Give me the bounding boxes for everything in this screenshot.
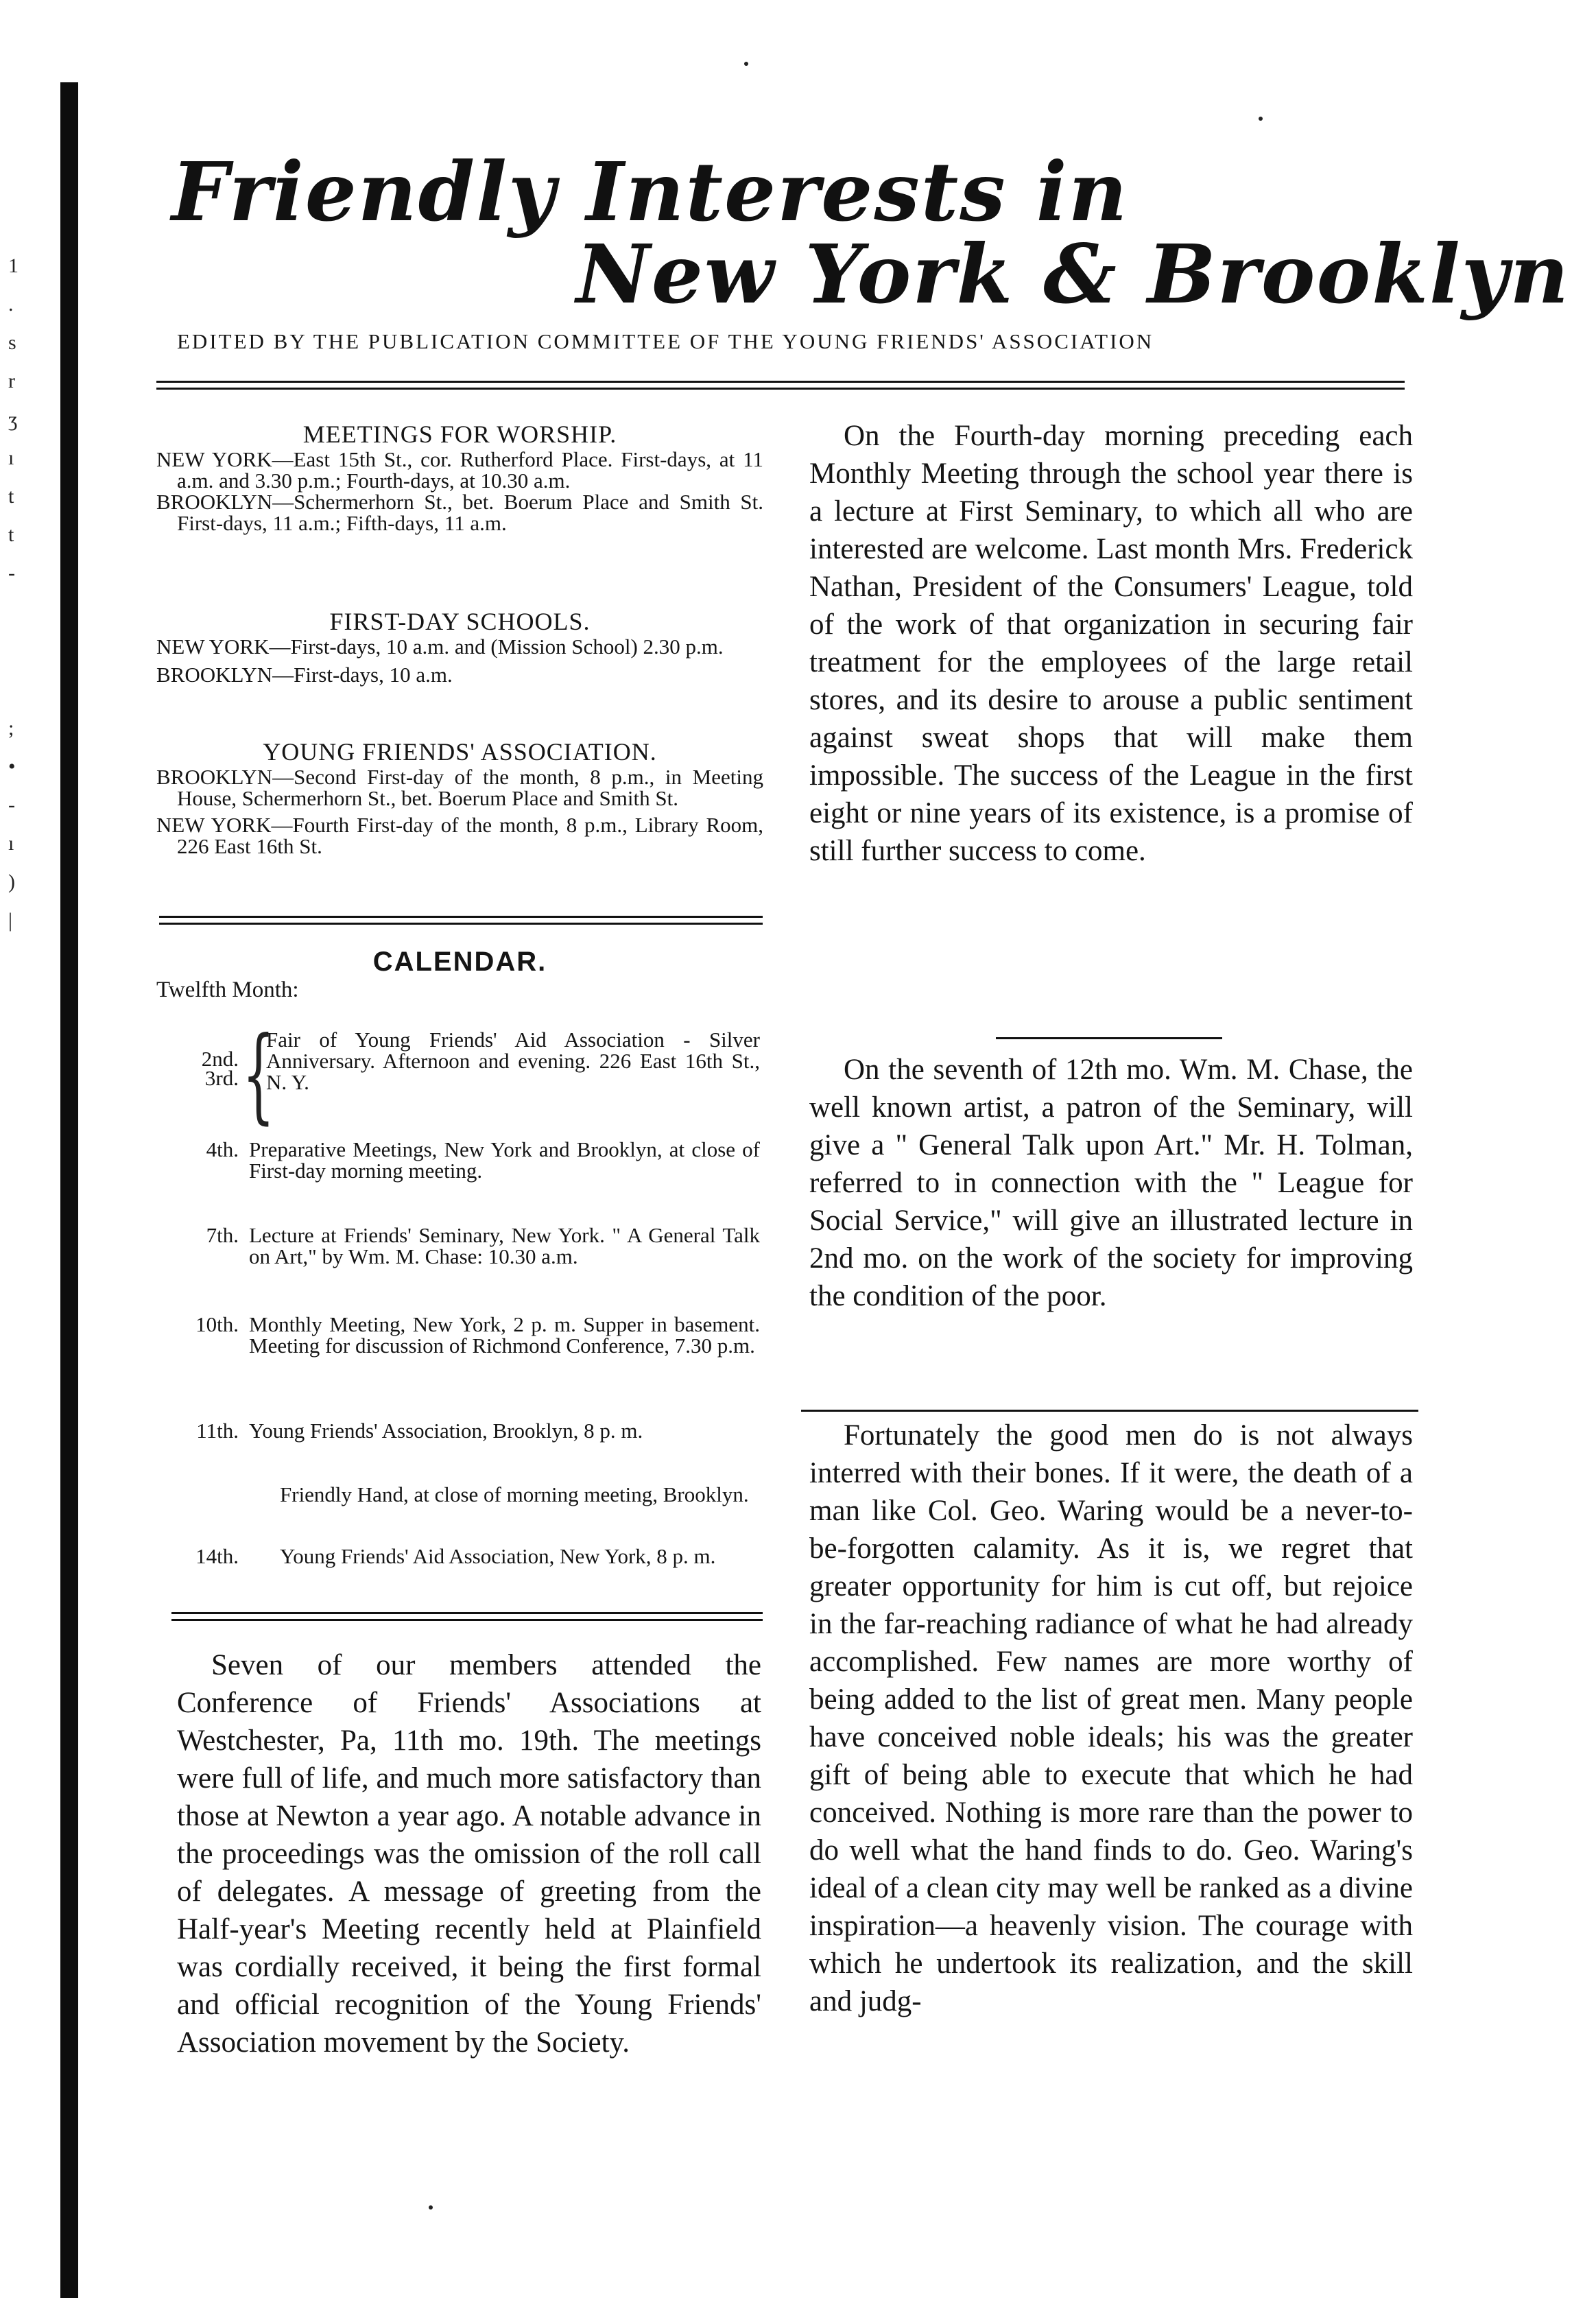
- calendar-date: 14th.: [195, 1544, 239, 1568]
- article-text: On the seventh of 12th mo. Wm. M. Chase, the well known artist, a patron of the Seminary, will give a " General Talk upon Art." Mr. H. Tolman, referred to in connection with the " League for Social Service," will give an illustrated lecture in 2nd mo. on the work of the society for improving the condition of the poor.: [809, 1054, 1413, 1312]
- masthead-title-line2: New York & Brooklyn: [576, 226, 1571, 322]
- brace-glyph: {: [242, 1015, 275, 1135]
- section-rule: [171, 1612, 763, 1621]
- calendar-date: 7th.: [206, 1223, 239, 1247]
- margin-mark: r: [8, 370, 15, 392]
- calendar-item: [156, 1420, 763, 1468]
- calendar-date: 2nd. 3rd.: [201, 1047, 239, 1090]
- margin-mark: ;: [8, 717, 14, 739]
- margin-mark: ): [8, 870, 15, 893]
- meetings-entry: NEW YORK—East 15th St., cor. Rutherford Place. First-days, at 11 a.m. and 3.30 p.m.; Fourth-days, at 10.30 a.m.: [156, 447, 763, 493]
- margin-marks: [8, 247, 36, 940]
- calendar-text: Fair of Young Friends' Aid Association - Silver Anniversary. Afternoon and evening. 226 East 16th St., N. Y.: [266, 1028, 760, 1094]
- yfa-entry: NEW YORK—Fourth First-day of the month, 8 p.m., Library Room, 226 East 16th St.: [156, 813, 763, 858]
- calendar-date: 11th.: [196, 1419, 239, 1443]
- schools-entry: BROOKLYN—First-days, 10 a.m.: [156, 663, 453, 687]
- meetings-entry: BROOKLYN—Schermerhorn St., bet. Boerum Place and Smith St. First-days, 11 a.m.; Fifth-days, 11 a.m.: [156, 490, 763, 535]
- calendar-title: CALENDAR.: [372, 947, 547, 977]
- article-text: Seven of our members attended the Conference of Friends' Associations at Westchester, Pa, 11th mo. 19th. The meetings were full of life, and much more satisfactory than those at Newton a year ago. A notable advance in the proceedings was the omission of the roll call of delegates. A message of greeting from the Half-year's Meeting recently held at Plainfield was cordially received, it being the first formal and official recognition of the Young Friends' Association movement by the Society.: [177, 1649, 761, 2059]
- margin-mark: -: [8, 562, 15, 584]
- yfa-heading: YOUNG FRIENDS' ASSOCIATION.: [263, 738, 657, 766]
- calendar-text: Preparative Meetings, New York and Brooklyn, at close of First-day morning meeting.: [249, 1137, 760, 1183]
- margin-mark: t: [8, 485, 14, 508]
- article-conference: [177, 1646, 761, 2061]
- calendar-date: 10th.: [195, 1312, 239, 1336]
- article-lectures: [809, 417, 1413, 870]
- article-text: On the Fourth-day morning preceding each Monthly Meeting through the school year there is a lecture at First Seminary, to which all who are interested are welcome. Last month Mrs. Frederick Nathan, President of the Consumers' League, told of the work of that organization in securing fair treatment for the employees of the large retail stores, and its desire to arouse a public sentiment against sweat shops that will make them impossible. The success of the League in the first eight or nine years of its existence, is a promise of still further success to come.: [809, 420, 1413, 867]
- calendar-text: Lecture at Friends' Seminary, New York. " A General Talk on Art," by Wm. M. Chase: 10.30 a.m.: [249, 1223, 760, 1268]
- calendar-item: [156, 1484, 763, 1532]
- masthead-title-line1: Friendly Interests in: [171, 144, 1129, 239]
- calendar-text: Friendly Hand, at close of morning meeting, Brooklyn.: [280, 1482, 749, 1506]
- section-rule: [159, 916, 763, 925]
- margin-mark: ı: [8, 447, 14, 469]
- margin-mark: |: [8, 909, 13, 932]
- calendar-item: [156, 1015, 763, 1135]
- margin-mark: s: [8, 331, 16, 354]
- margin-mark: 1: [8, 254, 19, 277]
- yfa-entry: BROOKLYN—Second First-day of the month, 8 p.m., in Meeting House, Schermerhorn St., bet. Boerum Place and Smith St.: [156, 765, 763, 810]
- article-divider: [996, 1037, 1222, 1039]
- masthead-rule: [156, 381, 1405, 390]
- speck: [1259, 117, 1263, 121]
- article-text: Fortunately the good men do is not always interred with their bones. If it were, the death of a man like Col. Geo. Waring would be a never-to-be-forgotten calamity. As it is, we regret that greater opportunity for him is cut off, but rejoice in the far-reaching radiance of what he had already accomplished. Few names are more worthy of being added to the list of great men. Many people have conceived noble ideals; his was the greater gift of being able to execute that which he had conceived. Nothing is more rare than the power to do well what the hand finds to do. Geo. Waring's ideal of a clean city may well be ranked as a divine inspiration—a heavenly vision. The courage with which he undertook its realization, and the skill and judg-: [809, 1419, 1413, 2017]
- margin-mark: ı: [8, 832, 14, 855]
- calendar-item: [156, 1545, 763, 1594]
- schools-heading: FIRST-DAY SCHOOLS.: [329, 608, 591, 635]
- margin-mark: •: [8, 755, 16, 778]
- margin-mark: -: [8, 794, 15, 816]
- calendar-text: Young Friends' Aid Association, New York, 8 p. m.: [280, 1544, 716, 1568]
- schools-section: [156, 607, 763, 685]
- calendar-item: [156, 1224, 763, 1293]
- speck: [744, 62, 748, 66]
- meetings-section: [156, 420, 763, 534]
- calendar-month: Twelfth Month:: [156, 978, 299, 1002]
- calendar-item: [156, 1314, 763, 1403]
- speck: [429, 2205, 433, 2210]
- binding-edge: [60, 82, 78, 2298]
- margin-mark: .: [8, 293, 14, 316]
- article-art-talk: [809, 1051, 1413, 1315]
- margin-mark: t: [8, 523, 14, 546]
- article-waring: [809, 1417, 1413, 2020]
- schools-entry: NEW YORK—First-days, 10 a.m. and (Mission School) 2.30 p.m.: [156, 635, 724, 659]
- calendar-item: [156, 1139, 763, 1207]
- article-divider: [801, 1410, 1418, 1412]
- masthead-subtitle: EDITED BY THE PUBLICATION COMMITTEE OF THE YOUNG FRIENDS' ASSOCIATION: [177, 329, 1154, 353]
- calendar-date: 4th.: [206, 1137, 239, 1161]
- calendar-section: [156, 947, 763, 1003]
- yfa-section: [156, 737, 763, 857]
- meetings-heading: MEETINGS FOR WORSHIP.: [302, 420, 617, 448]
- calendar-text: Young Friends' Association, Brooklyn, 8 p. m.: [249, 1419, 643, 1443]
- calendar-text: Monthly Meeting, New York, 2 p. m. Supper in basement. Meeting for discussion of Richmond Conference, 7.30 p.m.: [249, 1312, 760, 1358]
- margin-mark: ʒ: [8, 408, 18, 431]
